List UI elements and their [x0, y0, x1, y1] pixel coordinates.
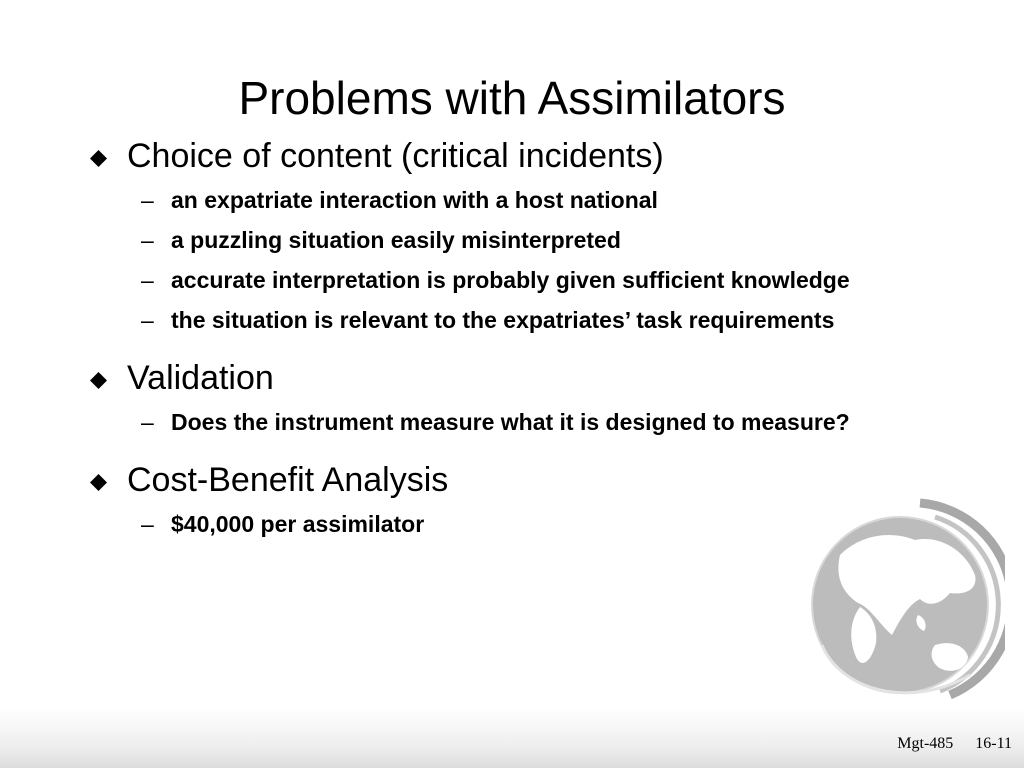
section-heading: Cost-Benefit Analysis [90, 459, 880, 501]
section-heading: Choice of content (critical incidents) [90, 135, 880, 177]
section-heading: Validation [90, 357, 880, 399]
dash-bullet: – [141, 267, 154, 293]
list-item: – the situation is relevant to the expatriates’ task requirements [90, 303, 880, 337]
dash-bullet: – [141, 307, 154, 333]
diamond-bullet-icon [90, 474, 107, 491]
list-item: – $40,000 per assimilator [90, 507, 880, 541]
dash-bullet: – [141, 187, 154, 213]
dash-bullet: – [141, 227, 154, 253]
diamond-bullet-icon [90, 372, 107, 389]
list-item: – accurate interpretation is probably given sufficient knowledge [90, 263, 880, 297]
dash-bullet: – [141, 409, 154, 435]
bottom-gradient-band [0, 708, 1024, 768]
dash-bullet: – [141, 511, 154, 537]
list-item: – an expatriate interaction with a host national [90, 183, 880, 217]
list-item: – Does the instrument measure what it is designed to measure? [90, 405, 880, 439]
slide-footer [879, 735, 1012, 753]
slide-title: Problems with Assimilators [238, 72, 786, 124]
diamond-bullet-icon [90, 150, 107, 167]
list-item: – a puzzling situation easily misinterpreted [90, 223, 880, 257]
slide-content [90, 135, 880, 541]
page-number: 16-11 [975, 735, 1012, 752]
course-code: Mgt-485 [897, 735, 954, 752]
